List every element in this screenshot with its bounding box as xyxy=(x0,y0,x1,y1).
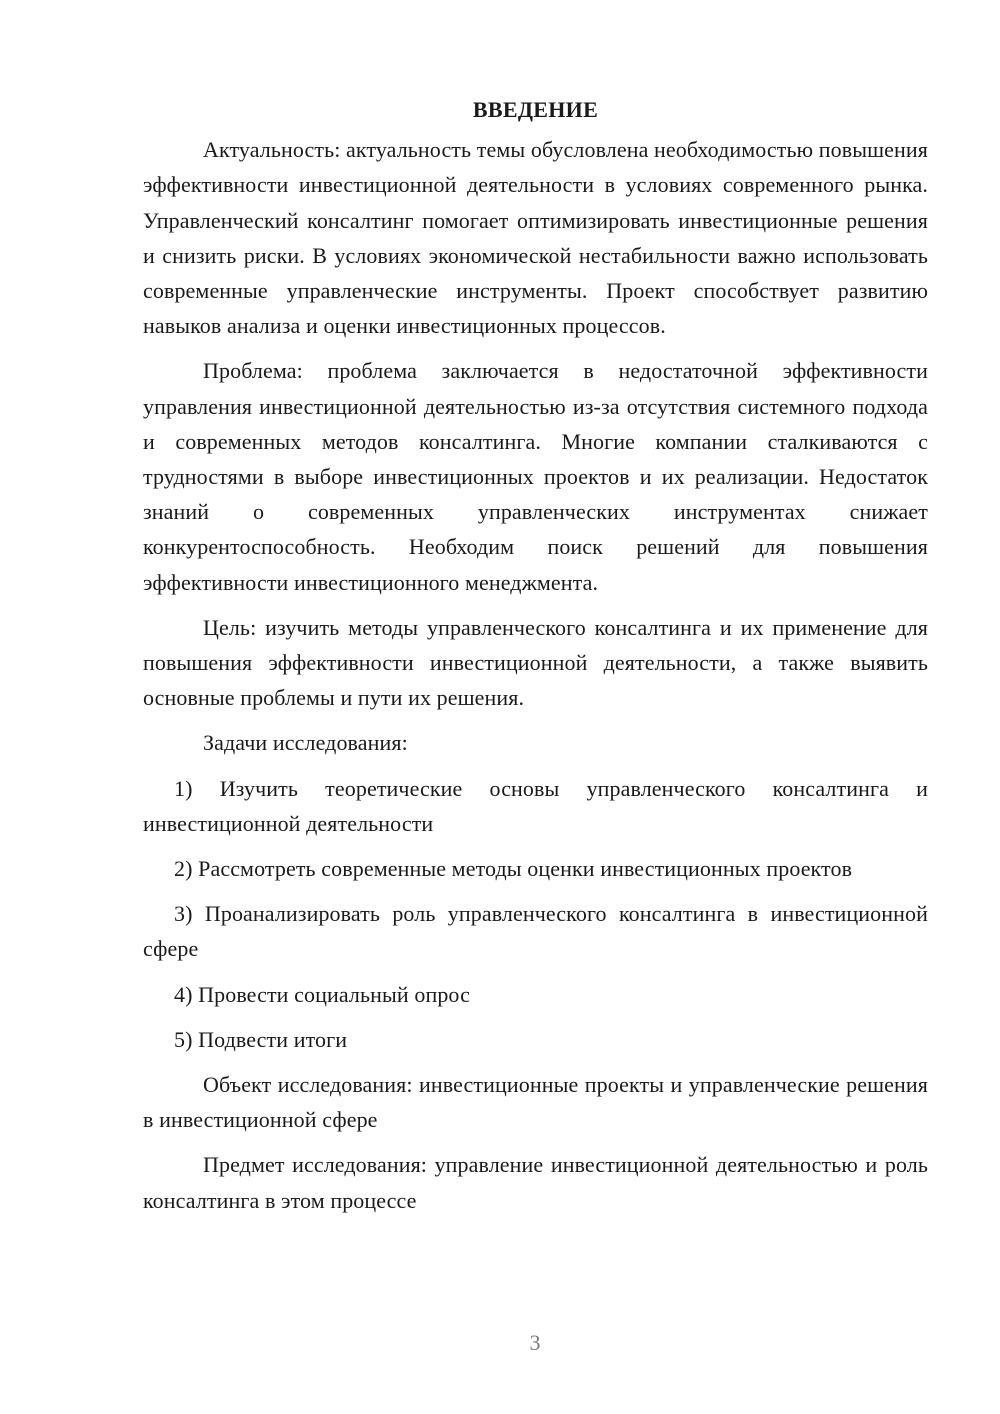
page-content xyxy=(143,92,928,1228)
goal-paragraph: Цель: изучить методы управленческого консалтинга и их применение для повышения эффективности инвестиционной деятельности, а также выявить основные проблемы и пути их решения. xyxy=(143,614,928,711)
subject-paragraph: Предмет исследования: управление инвестиционной деятельностью и роль консалтинга в этом процессе xyxy=(143,1152,928,1213)
object-paragraph: Объект исследования: инвестиционные проекты и управленческие решения в инвестиционной сфере xyxy=(143,1072,928,1133)
relevance-paragraph: Актуальность: актуальность темы обусловлена необходимостью повышения эффективности инвестиционной деятельности в условиях современного рынка. Управленческий консалтинг помогает оптимизировать инвестиционные решения и снизить риски. В условиях экономической нестабильности важно использовать современные управленческие инструменты. Проект способствует развитию навыков анализа и оценки инвестиционных процессов. xyxy=(143,137,928,339)
task-item: 3) Проанализировать роль управленческого консалтинга в инвестиционной сфере xyxy=(143,901,928,962)
problem-paragraph: Проблема: проблема заключается в недостаточной эффективности управления инвестиционной деятельностью из-за отсутствия системного подхода и современных методов консалтинга. Многие компании сталкиваются с трудностями в выборе инвестиционных проектов и их реализации. Недостаток знаний о современных управленческих инструментах снижает конкурентоспособность. Необходим поиск решений для повышения эффективности инвестиционного менеджмента. xyxy=(143,358,928,595)
task-item: 5) Подвести итоги xyxy=(174,1026,348,1052)
task-item: 2) Рассмотреть современные методы оценки инвестиционных проектов xyxy=(174,856,853,882)
task-item: 1) Изучить теоретические основы управленческого консалтинга и инвестиционной деятельности xyxy=(143,775,928,836)
section-heading: ВВЕДЕНИЕ xyxy=(472,97,599,122)
tasks-title: Задачи исследования: xyxy=(203,730,408,756)
page-number: 3 xyxy=(529,1330,541,1355)
task-item: 4) Провести социальный опрос xyxy=(174,981,470,1007)
